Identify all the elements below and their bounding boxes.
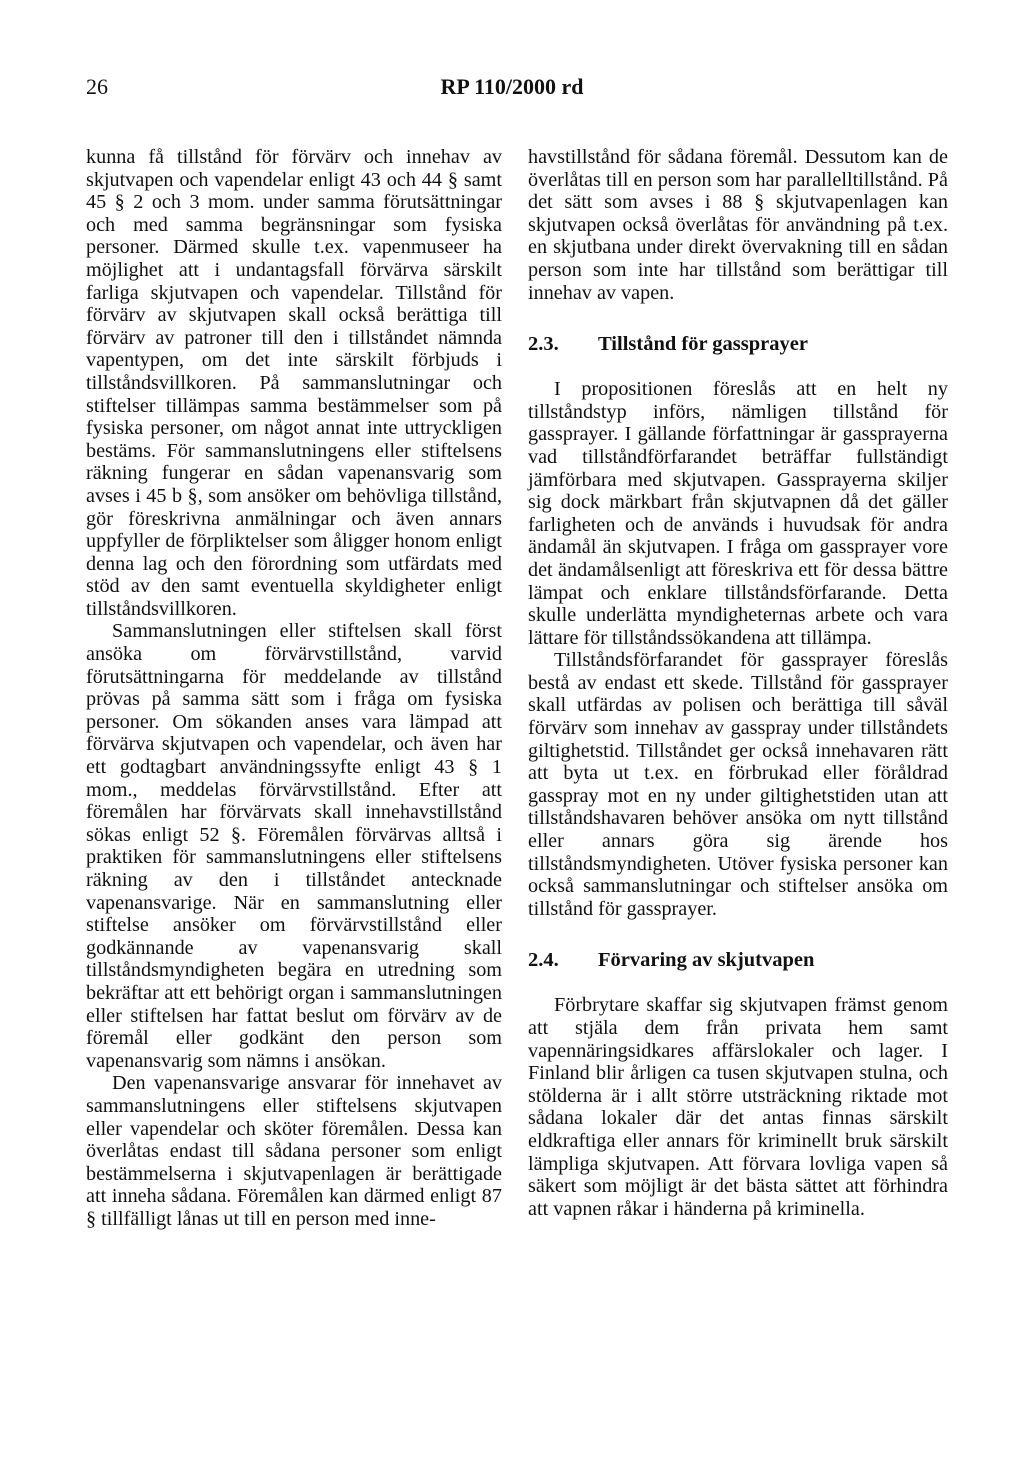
paragraph: kunna få tillstånd för förvärv och innehav av skjutvapen och vapendelar enligt 43 och 44 § samt 45 § 2 och 3 mom. under samma förutsättningar och med samma begränsningar som fysiska personer. Därmed skulle t.ex. vapenmuseer ha möjlighet att i undantagsfall förvärva särskilt farliga skjutvapen och vapendelar. Tillstånd för förvärv av skjutvapen skall också berättiga till förvärv av patroner till den i tillståndet nämnda vapentypen, om det inte särskilt förbjuds i tillståndsvillkoren. På sammanslutningar och stiftelser tillämpas samma bestämmelser som på fysiska personer, om något annat inte uttryckligen bestäms. För sammanslutningens eller stiftelsens räkning fungerar en sådan vapenansvarig som avses i 45 b §, som ansöker om behövliga tillstånd, gör föreskrivna anmälningar och även annars uppfyller de förpliktelser som åligger honom enligt denna lag och den förordning som utfärdats med stöd av den samt eventuella skyldigheter enligt tillståndsvillkoren.	[86, 146, 502, 620]
section-heading-2-3	[528, 332, 948, 356]
right-column	[528, 146, 948, 1220]
section-heading-2-4	[528, 948, 948, 972]
left-column	[86, 146, 502, 1231]
paragraph: Sammanslutningen eller stiftelsen skall först ansöka om förvärvstillstånd, varvid förutsättningarna för meddelande av tillstånd prövas på samma sätt som i fråga om fysiska personer. Om sökanden anses vara lämpad att förvärva skjutvapen och vapendelar, och även har ett godtagbart användningssyfte enligt 43 § 1 mom., meddelas förvärvstillstånd. Efter att föremålen har förvärvats skall innehavstillstånd sökas enligt 52 §. Föremålen förvärvas alltså i praktiken för sammanslutningens eller stiftelsens räkning av den i tillståndet antecknade vapenansvarige. När en sammanslutning eller stiftelse ansöker om förvärvstillstånd eller godkännande av vapenansvarig skall tillståndsmyndigheten begära en utredning som bekräftar att ett behörigt organ i sammanslutningen eller stiftelsen har fattat beslut om förvärv av de föremål eller godkänt den person som vapenansvarig som nämns i ansökan.	[86, 620, 502, 1072]
paragraph: Den vapenansvarige ansvarar för innehavet av sammanslutningens eller stiftelsens skjutvapen eller vapendelar och sköter föremålen. Dessa kan överlåtas endast till sådana personer som enligt bestämmelserna i skjutvapenlagen är berättigade att inneha sådana. Föremålen kan därmed enligt 87 § tillfälligt lånas ut till en person med inne-	[86, 1072, 502, 1230]
running-head: RP 110/2000 rd	[440, 74, 584, 99]
section-number: 2.3.	[528, 333, 559, 356]
section-title: Tillstånd för gassprayer	[598, 333, 808, 356]
paragraph: I propositionen föreslås att en helt ny tillståndstyp införs, nämligen tillstånd för gassprayer. I gällande författningar är gassprayerna vad tillståndförfarandet beträffar fullständigt jämförbara med skjutvapen. Gassprayerna skiljer sig dock märkbart från skjutvapnen då det gäller farligheten och de används i huvudsak för andra ändamål än skjutvapen. I fråga om gassprayer vore det ändamålsenligt att föreskriva ett för dessa bättre lämpat och enklare tillståndsförfarande. Detta skulle underlätta myndigheternas arbete och vara lättare för tillståndssökandena att tillämpa.	[528, 378, 948, 649]
paragraph: Tillståndsförfarandet för gassprayer föreslås bestå av endast ett skede. Tillstånd för gassprayer skall utfärdas av polisen och berättiga till såväl förvärv som innehav av gasspray under tillståndets giltighetstid. Tillståndet ger också innehavaren rätt att byta ut t.ex. en förbrukad eller föråldrad gasspray mot en ny under giltighetstiden utan att tillståndshavaren behöver ansöka om nytt tillstånd eller annars göra sig ärende hos tillståndsmyndigheten. Utöver fysiska personer kan också sammanslutningar och stiftelser ansöka om tillstånd för gassprayer.	[528, 649, 948, 920]
section-number: 2.4.	[528, 949, 559, 972]
paragraph: Förbrytare skaffar sig skjutvapen främst genom att stjäla dem från privata hem samt vapennäringsidkares affärslokaler och lager. I Finland blir årligen ca tusen skjutvapen stulna, och stölderna är i allt större utsträckning riktade mot sådana lokaler där det antas finnas särskilt eldkraftiga eller annars för kriminellt bruk särskilt lämpliga skjutvapen. Att förvara lovliga vapen så säkert som möjligt är det bästa sättet att förhindra att vapnen råkar i händerna på kriminella.	[528, 994, 948, 1220]
page-number: 26	[86, 74, 108, 99]
section-title: Förvaring av skjutvapen	[598, 949, 815, 972]
paragraph: havstillstånd för sådana föremål. Dessutom kan de överlåtas till en person som har parallelltillstånd. På det sätt som avses i 88 § skjutvapenlagen kan skjutvapen också överlåtas för användning på t.ex. en skjutbana under direkt övervakning till en sådan person som inte har tillstånd som berättigar till innehav av vapen.	[528, 146, 948, 304]
